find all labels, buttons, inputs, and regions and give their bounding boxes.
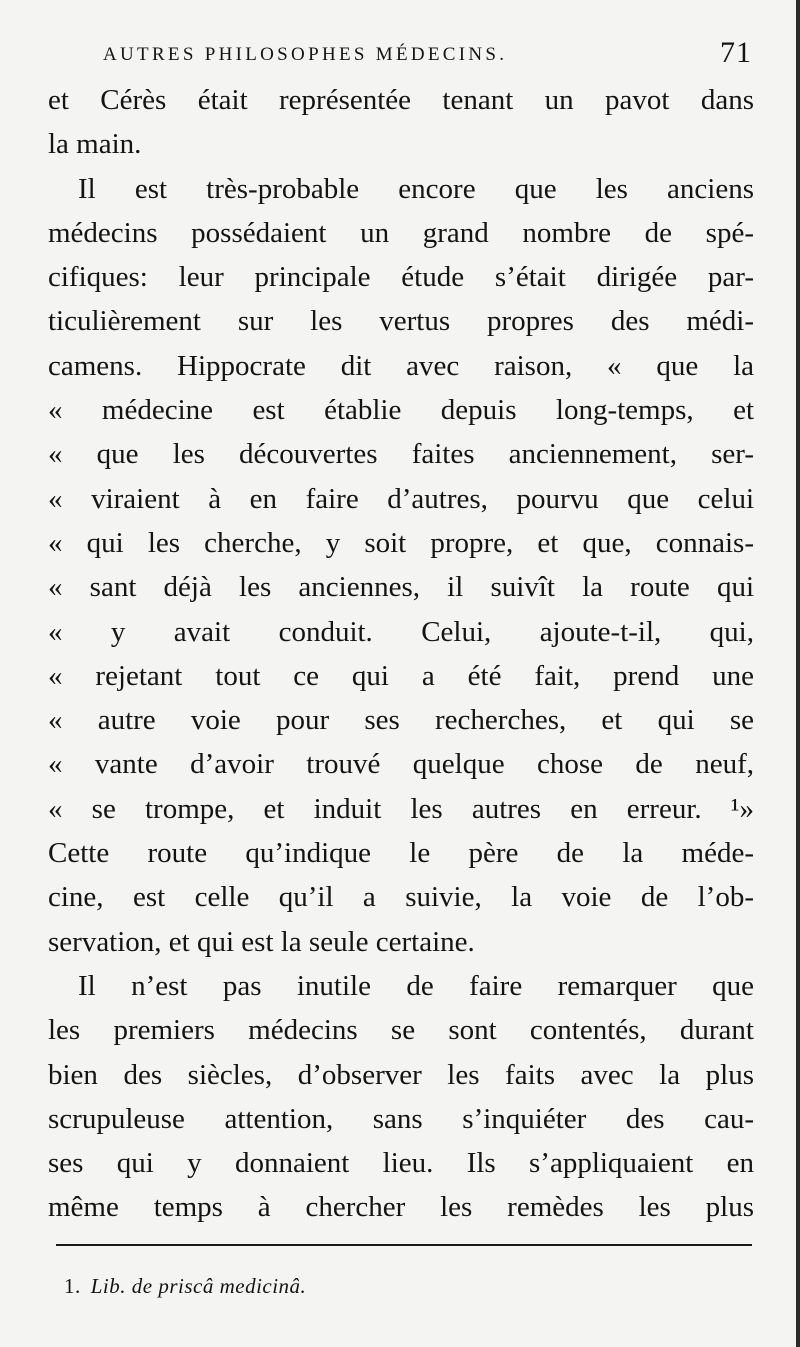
text-line: Cette route qu’indique le père de la méde-: [48, 837, 754, 870]
text-line: « se trompe, et induit les autres en erreur. ¹»: [48, 792, 754, 825]
footnote-number: 1.: [64, 1274, 81, 1298]
text-line: Il est très-probable encore que les anciens: [78, 172, 754, 205]
text-line: « sant déjà les anciennes, il suivît la route qui: [48, 571, 754, 604]
text-line: « médecine est établie depuis long-temps, et: [48, 394, 754, 427]
text-line: « que les découvertes faites anciennement, ser-: [48, 438, 754, 471]
text-line: « vante d’avoir trouvé quelque chose de neuf,: [48, 748, 754, 781]
page-number: 71: [720, 36, 752, 69]
text-line: camens. Hippocrate dit avec raison, « que la: [48, 349, 754, 382]
text-line: « viraient à en faire d’autres, pourvu que celui: [48, 482, 754, 515]
text-line: « autre voie pour ses recherches, et qui se: [48, 704, 754, 737]
text-line: ticulièrement sur les vertus propres des médi-: [48, 305, 754, 338]
footnote-rule: [56, 1244, 752, 1246]
text-line: ses qui y donnaient lieu. Ils s’appliquaient en: [48, 1147, 754, 1180]
text-line: scrupuleuse attention, sans s’inquiéter des cau-: [48, 1102, 754, 1135]
text-line: médecins possédaient un grand nombre de spé-: [48, 216, 754, 249]
text-line: « qui les cherche, y soit propre, et que, connais-: [48, 526, 754, 559]
text-line: bien des siècles, d’observer les faits avec la plus: [48, 1058, 754, 1091]
text-line: même temps à chercher les remèdes les plus: [48, 1191, 754, 1224]
text-line: les premiers médecins se sont contentés, durant: [48, 1014, 754, 1047]
text-line: la main.: [48, 128, 142, 161]
text-line: « rejetant tout ce qui a été fait, prend une: [48, 659, 754, 692]
text-line: et Cérès était représentée tenant un pavot dans: [48, 84, 754, 116]
footnote-text: Lib. de priscâ medicinâ.: [90, 1274, 307, 1298]
text-line: servation, et qui est la seule certaine.: [48, 925, 475, 958]
text-line: cine, est celle qu’il a suivie, la voie de l’ob-: [48, 881, 754, 914]
text-line: cifiques: leur principale étude s’était dirigée par-: [48, 261, 754, 294]
footnote: [64, 1274, 306, 1299]
body-text: [48, 78, 754, 1230]
running-title: AUTRES PHILOSOPHES MÉDECINS.: [103, 44, 508, 65]
text-line: Il n’est pas inutile de faire remarquer que: [78, 969, 754, 1002]
text-line: « y avait conduit. Celui, ajoute-t-il, qui,: [48, 615, 754, 648]
